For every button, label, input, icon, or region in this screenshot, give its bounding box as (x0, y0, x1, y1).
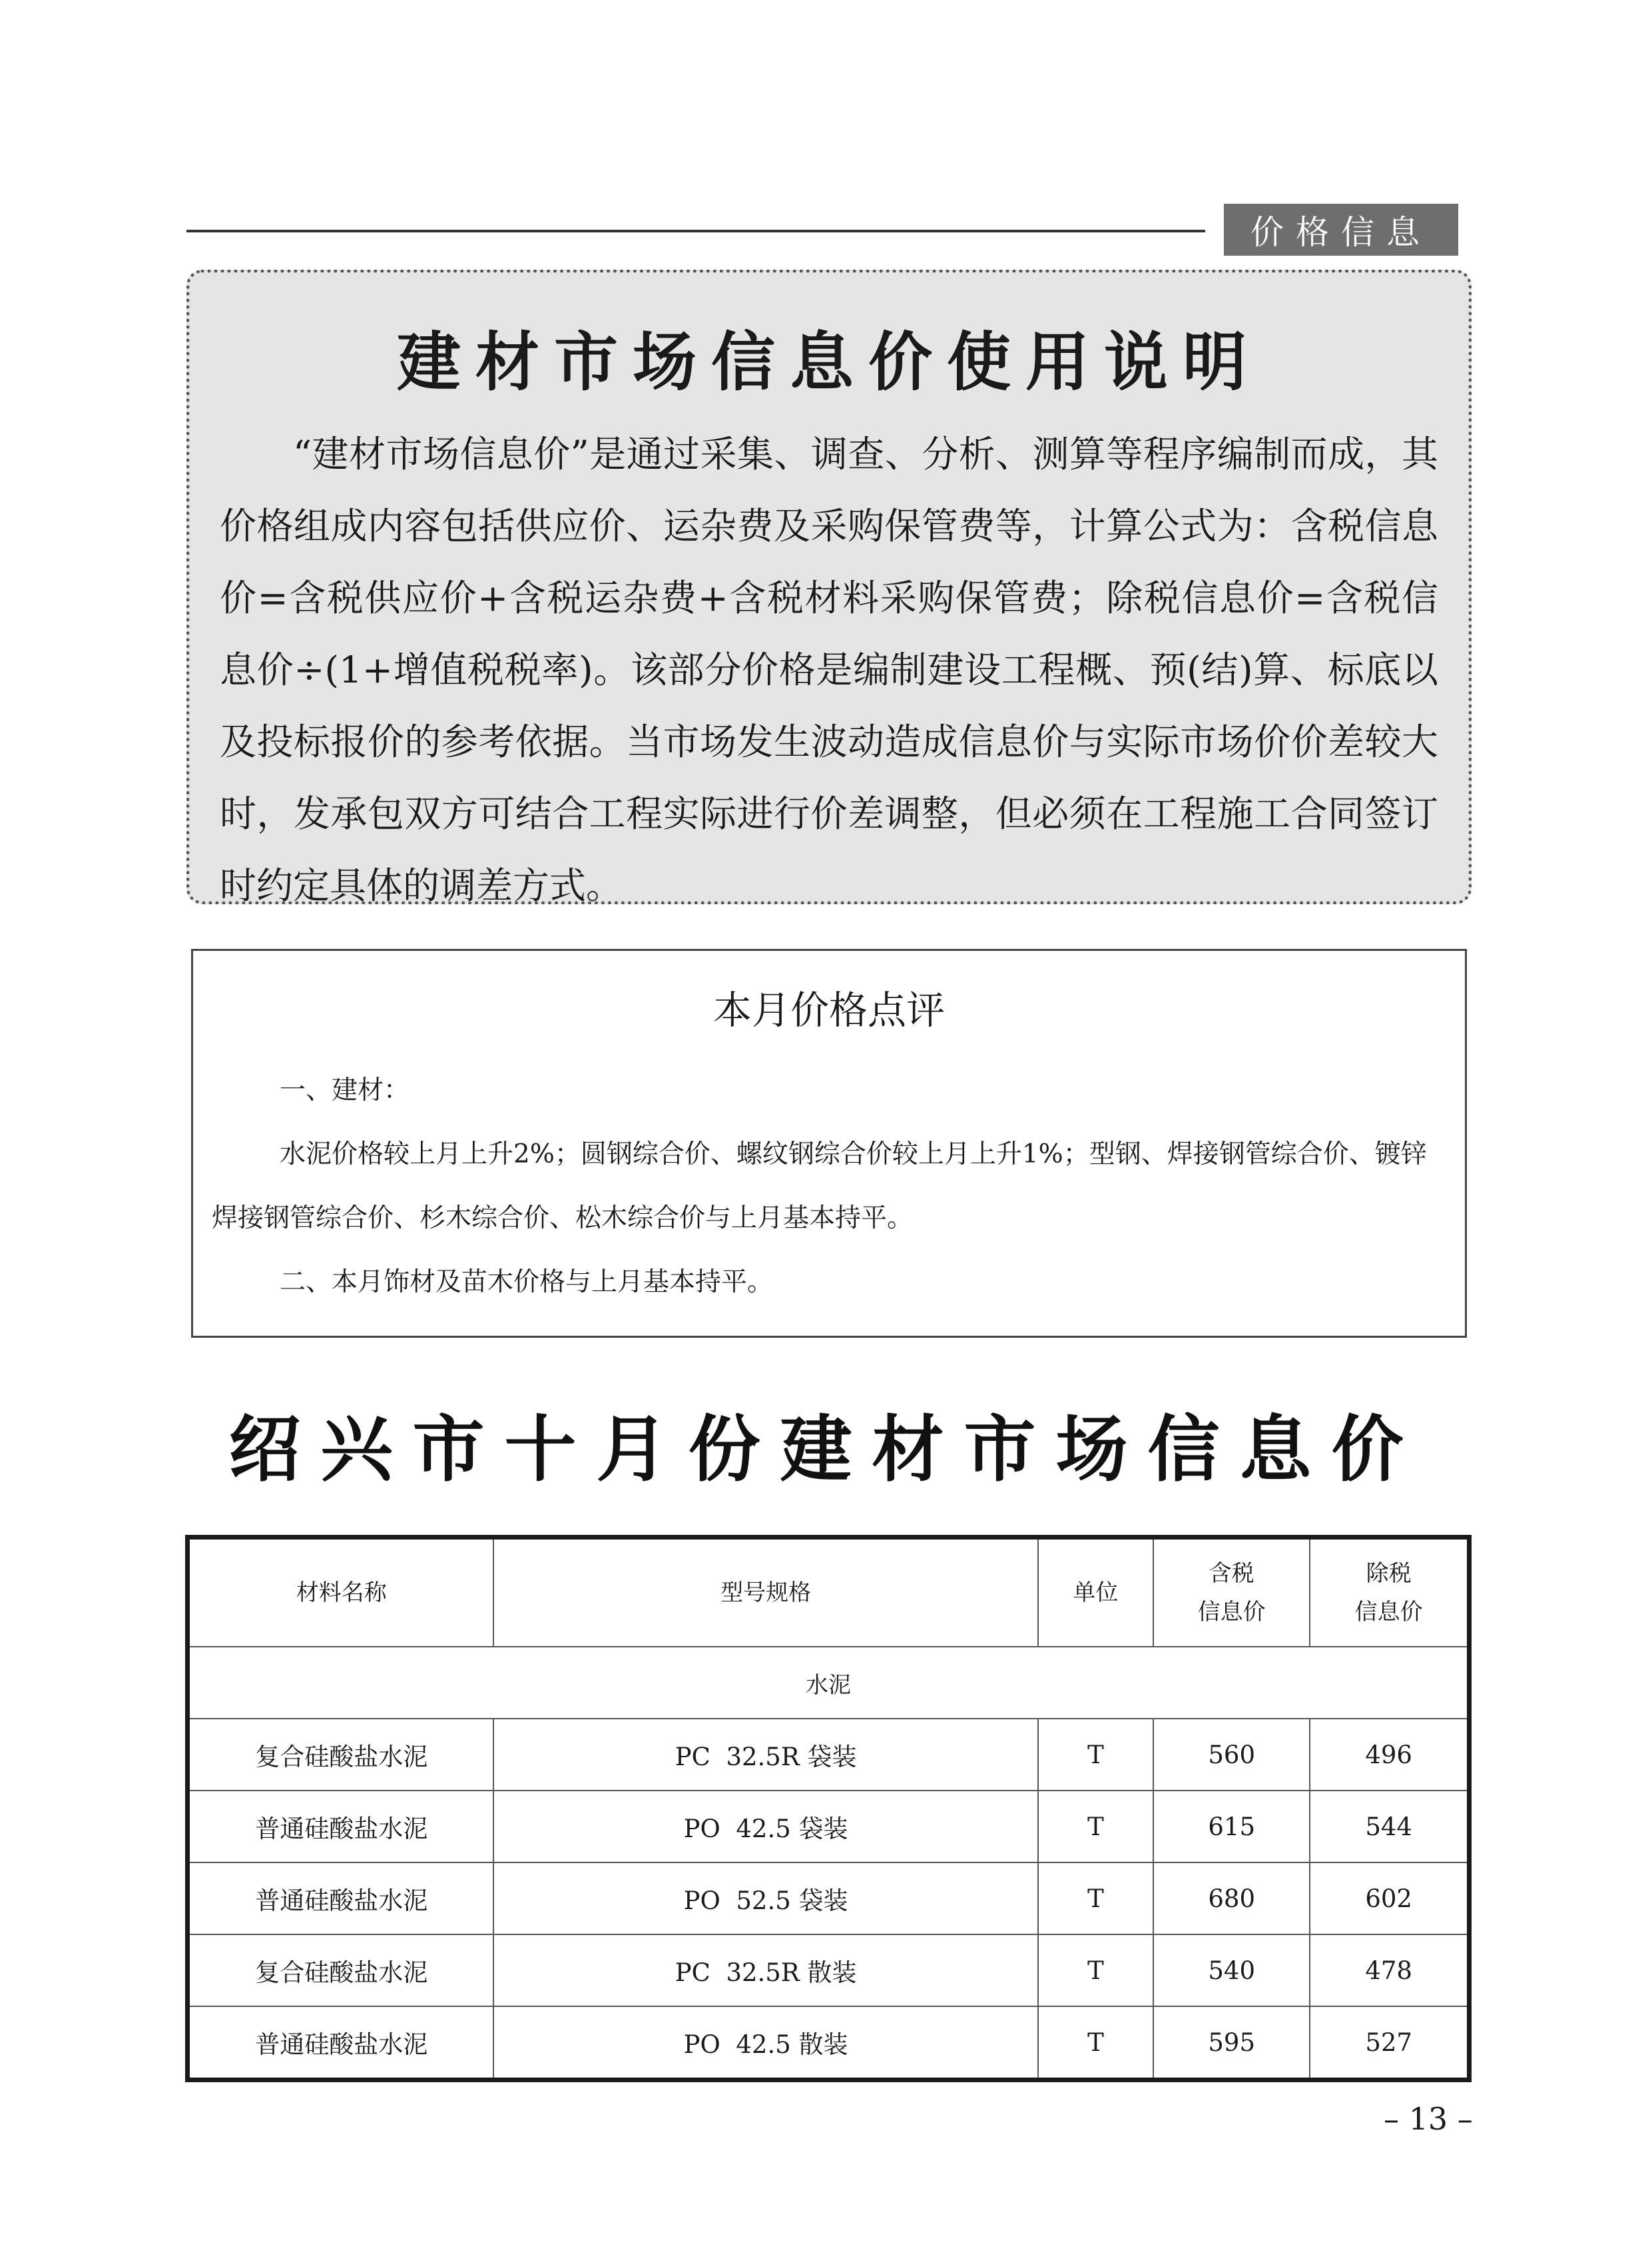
cell-notax-price: 478 (1310, 1934, 1469, 2006)
cell-spec: PO 42.5 袋装 (493, 1791, 1037, 1862)
notice-body: “建材市场信息价”是通过采集、调查、分析、测算等程序编制而成，其价格组成内容包括供应价、运杂费及采购保管费等，计算公式为：含税信息价=含税供应价+含税运杂费+含税材料采购保管费；除税信息价=含税信息价÷(1+增值税税率)。该部分价格是编制建设工程概、预(结)算、标底以及投标报价的参考依据。当市场发生波动造成信息价与实际市场价价差较大时，发承包双方可结合工程实际进行价差调整，但必须在工程施工合同签订时约定具体的调差方式。 (220, 433, 1438, 907)
header-tax-price-line2: 信息价 (1197, 1599, 1266, 1625)
cell-tax-price: 615 (1153, 1791, 1310, 1862)
usage-notice-box (186, 270, 1472, 907)
cell-unit: T (1038, 1719, 1153, 1791)
cell-notax-price: 496 (1310, 1719, 1469, 1791)
header-unit: 单位 (1038, 1538, 1153, 1647)
cell-spec: PO 42.5 散装 (493, 2006, 1037, 2080)
table-row (188, 1934, 1470, 2006)
header-tax-price (1153, 1538, 1310, 1647)
cell-notax-price: 527 (1310, 2006, 1469, 2080)
cell-unit: T (1038, 1862, 1153, 1934)
cell-unit: T (1038, 2006, 1153, 2080)
notice-title: 建材市场信息价使用说明 (397, 325, 1261, 400)
category-cell: 水泥 (188, 1647, 1470, 1719)
cell-unit: T (1038, 1791, 1153, 1862)
category-row (188, 1647, 1470, 1719)
cell-tax-price: 595 (1153, 2006, 1310, 2080)
review-paragraph-1: 一、建材： (280, 1075, 410, 1105)
cell-notax-price: 544 (1310, 1791, 1469, 1862)
header-name: 材料名称 (188, 1538, 494, 1647)
header-notax-price-line1: 除税 (1366, 1560, 1412, 1587)
table-row (188, 1791, 1470, 1862)
page-number: – 13 – (1384, 2101, 1473, 2137)
cell-name: 复合硅酸盐水泥 (188, 1719, 494, 1791)
cell-tax-price: 560 (1153, 1719, 1310, 1791)
section-tag: 价格信息 (1224, 204, 1458, 256)
cell-name: 复合硅酸盐水泥 (188, 1934, 494, 2006)
cell-spec: PO 52.5 袋装 (493, 1862, 1037, 1934)
cell-tax-price: 680 (1153, 1862, 1310, 1934)
review-paragraph-2: 水泥价格较上月上升2%；圆钢综合价、螺纹钢综合价较上月上升1%；型钢、焊接钢管综合价、镀锌焊接钢管综合价、杉木综合价、松木综合价与上月基本持平。 (212, 1139, 1427, 1233)
cell-name: 普通硅酸盐水泥 (188, 2006, 494, 2080)
review-paragraph-3: 二、本月饰材及苗木价格与上月基本持平。 (280, 1267, 774, 1297)
cell-name: 普通硅酸盐水泥 (188, 1791, 494, 1862)
table-row (188, 2006, 1470, 2080)
header-rule (186, 230, 1205, 232)
table-row (188, 1719, 1470, 1791)
header-spec: 型号规格 (493, 1538, 1037, 1647)
price-table (185, 1535, 1472, 2082)
cell-spec: PC 32.5R 散装 (493, 1934, 1037, 2006)
main-title: 绍兴市十月份建材市场信息价 (228, 1408, 1424, 1492)
header-notax-price (1310, 1538, 1469, 1647)
cell-spec: PC 32.5R 袋装 (493, 1719, 1037, 1791)
header-notax-price-line2: 信息价 (1354, 1599, 1423, 1625)
monthly-review-box (191, 949, 1467, 1338)
table-row (188, 1862, 1470, 1934)
cell-tax-price: 540 (1153, 1934, 1310, 2006)
header-tax-price-line1: 含税 (1209, 1560, 1254, 1587)
table-header-row (188, 1538, 1470, 1647)
cell-notax-price: 602 (1310, 1862, 1469, 1934)
review-title: 本月价格点评 (712, 988, 945, 1033)
cell-unit: T (1038, 1934, 1153, 2006)
cell-name: 普通硅酸盐水泥 (188, 1862, 494, 1934)
